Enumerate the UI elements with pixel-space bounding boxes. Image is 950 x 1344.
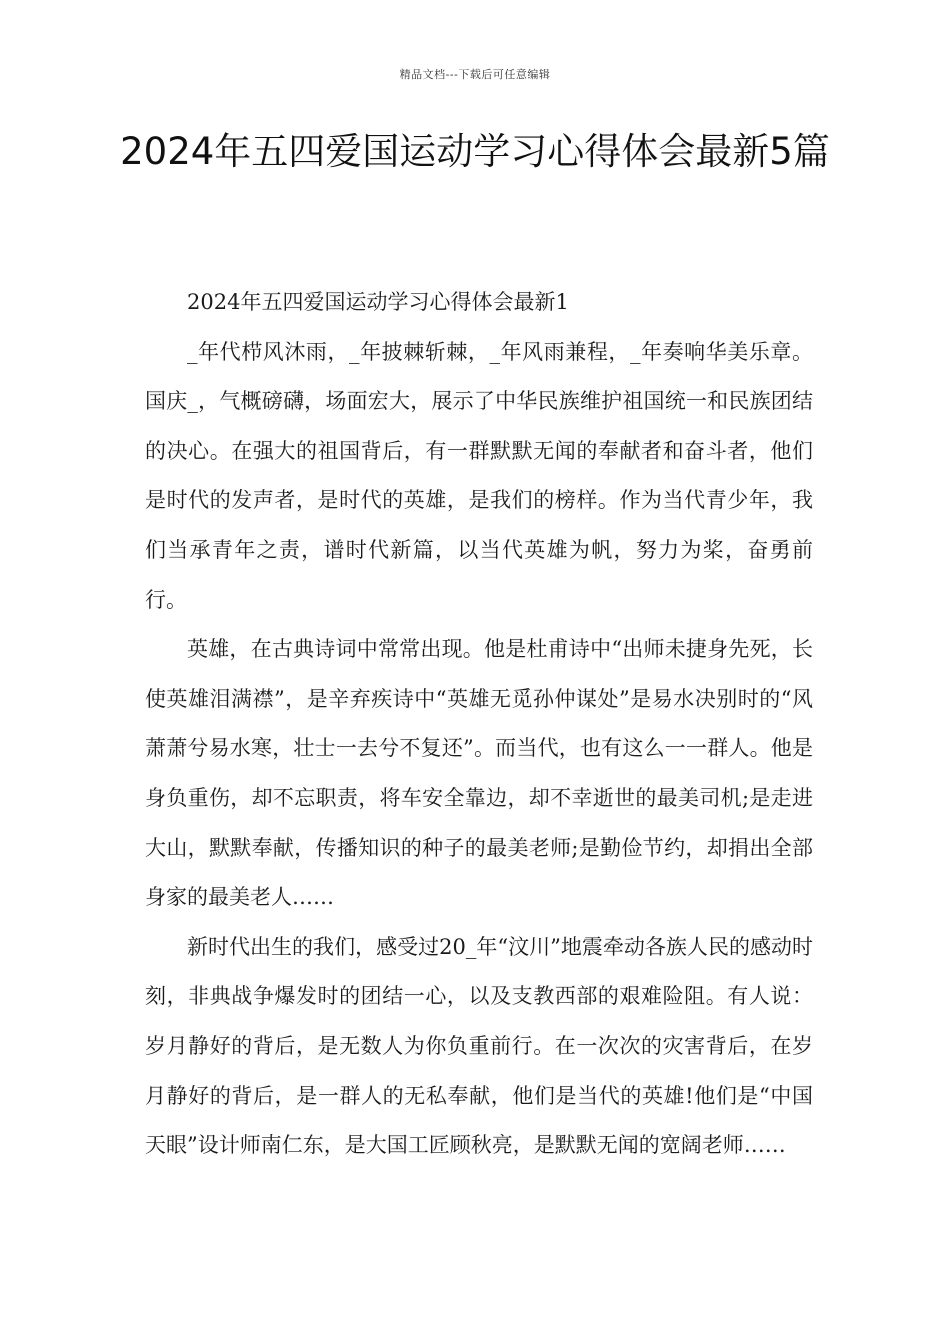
document-title: 2024年五四爱国运动学习心得体会最新5篇: [120, 130, 830, 173]
document-body: [145, 278, 813, 1171]
header-note: 精品文档---下载后可任意编辑: [399, 68, 551, 81]
section-heading: 2024年五四爱国运动学习心得体会最新1: [187, 290, 569, 314]
paragraph: _年代栉风沐雨，_年披棘斩棘，_年风雨兼程，_年奏响华美乐章。国庆_，气概磅礴，场面宏大，展示了中华民族维护祖国统一和民族团结的决心。在强大的祖国背后，有一群默默无闻的奉献者和奋斗者，他们是时代的发声者，是时代的英雄，是我们的榜样。作为当代青少年，我们当承青年之责，谱时代新篇，以当代英雄为帆，努力为桨，奋勇前行。: [145, 339, 813, 612]
paragraph: 新时代出生的我们，感受过20_年“汶川”地震牵动各族人民的感动时刻，非典战争爆发时的团结一心，以及支教西部的艰难险阻。有人说：岁月静好的背后，是无数人为你负重前行。在一次次的灾害背后，在岁月静好的背后，是一群人的无私奉献，他们是当代的英雄!他们是“中国天眼”设计师南仁东，是大国工匠顾秋亮，是默默无闻的宽阔老师……: [145, 934, 813, 1158]
paragraph: 英雄，在古典诗词中常常出现。他是杜甫诗中“出师未捷身先死，长使英雄泪满襟”，是辛弃疾诗中“英雄无觅孙仲谋处”是易水决别时的“风萧萧兮易水寒，壮士一去兮不复还”。而当代，也有这么一一群人。他是身负重伤，却不忘职责，将车安全靠边，却不幸逝世的最美司机;是走进大山，默默奉献，传播知识的种子的最美老师;是勤俭节约，却捐出全部身家的最美老人……: [145, 637, 813, 910]
